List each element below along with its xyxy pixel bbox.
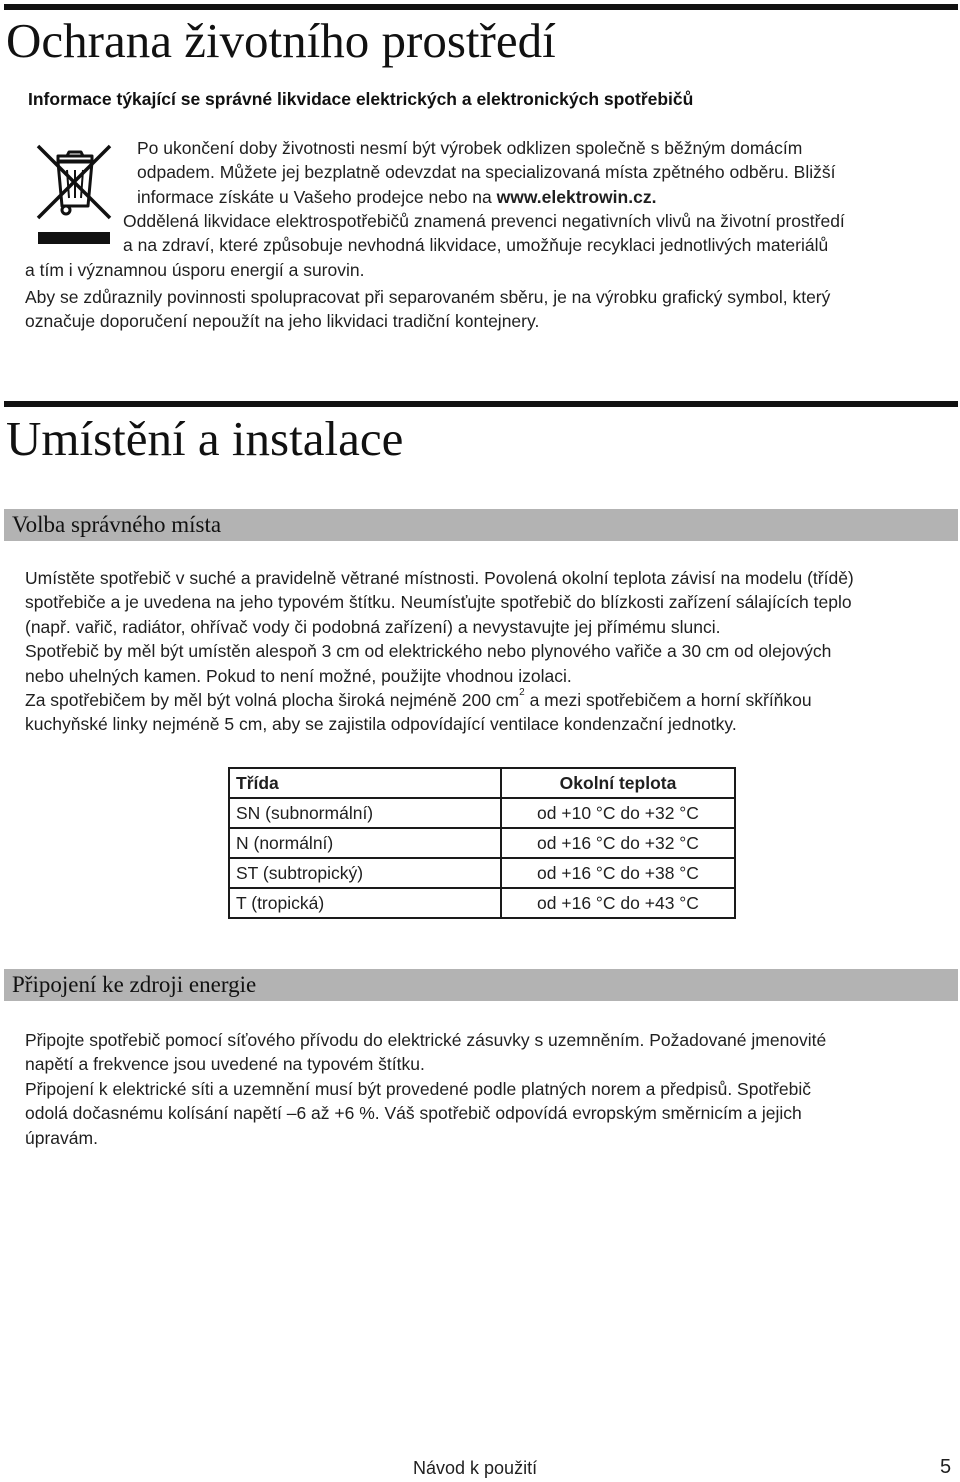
table-row: [229, 828, 735, 858]
location-text: Umístěte spotřebič v suché a pravidelně větrané místnosti. Povolená okolní teplota závisí na modelu (třídě) spotřebiče a je uvedena na jeho typovém štítku. Neumísťujte spotřebič do blízkosti zařízení sálajících teplo (např. vařič, radiátor, ohřívač vody či podobná zařízení) a nevystavujte jej přímému slunci. Spotřebič by měl být umístěn alespoň 3 cm od elektrického nebo plynového vařiče a 30 cm od olejových nebo uhelných kamen. Pokud to není možné, použijte vhodnou izolaci. Za spotřebičem by měl být volná plocha široká nejméně 200 $cm^2$ a mezi spotřebičem a horní skříňkou kuchyňské linky nejméně 5 cm, aby se zajistila odpovídající ventilace kondenzační jednotky.: [25, 568, 854, 735]
table-header-row: [229, 768, 735, 798]
table-cell-class: T (tropická): [229, 888, 501, 918]
subsection-bar-location: [4, 509, 958, 541]
disposal-paragraph-2: Oddělená likvidace elektrospotřebičů znamená prevenci negativních vlivů na životní prostředí a na zdraví, které způsobuje nevhodná likvidace, umožňuje recyklaci jednotlivých materiálů a tím i významnou úsporu energií a surovin.: [25, 211, 845, 280]
website-link[interactable]: www.elektrowin.cz.: [496, 186, 657, 207]
table-cell-class: ST (subtropický): [229, 858, 501, 888]
table-cell-class: SN (subnormální): [229, 798, 501, 828]
table-row: [229, 888, 735, 918]
subsection-bar-power: [4, 969, 958, 1001]
table-header-class: Třída: [229, 768, 501, 798]
subsection-title: Volba správného místa: [12, 512, 222, 537]
table-cell-temperature: od +10 °C do +32 °C: [501, 798, 735, 828]
table-cell-temperature: od +16 °C do +38 °C: [501, 858, 735, 888]
disposal-paragraph-1: Po ukončení doby životnosti nesmí být výrobek odklizen společně s běžným domácím odpadem. Můžete jej bezplatně odevzdat na specializovaná místa zpětného odběru. Bližší informace získáte u Vašeho prodejce nebo na www.elektrowin.cz.: [137, 138, 836, 207]
table-header-temperature: Okolní teplota: [501, 768, 735, 798]
table-cell-temperature: od +16 °C do +43 °C: [501, 888, 735, 918]
climate-class-table: [228, 767, 736, 919]
section-title: Umístění a instalace: [6, 411, 404, 466]
top-rule: [4, 4, 958, 10]
table-cell-temperature: od +16 °C do +32 °C: [501, 828, 735, 858]
section-rule: [4, 401, 958, 407]
table-cell-class: N (normální): [229, 828, 501, 858]
table-row: [229, 798, 735, 828]
subsection-title: Připojení ke zdroji energie: [12, 972, 257, 997]
power-text: Připojte spotřebič pomocí síťového přívodu do elektrické zásuvky s uzemněním. Požadované jmenovité napětí a frekvence jsou uvedené na typovém štítku. Připojení k elektrické síti a uzemnění musí být provedené podle platných norem a předpisů. Spotřebič odolá dočasnému kolísání napětí –6 až +6 %. Váš spotřebič odpovídá evropským směrnicím a jejich úpravám.: [25, 1030, 827, 1148]
table-row: [229, 858, 735, 888]
disposal-paragraph-3: Aby se zdůraznily povinnosti spolupracovat při separovaném sběru, je na výrobku grafický symbol, který označuje doporučení nepoužít na jeho likvidaci tradiční kontejnery.: [25, 287, 831, 332]
footer-label: Návod k použití: [413, 1458, 538, 1478]
crossed-out-wheelie-bin-icon: [36, 140, 112, 246]
page-title: Ochrana životního prostředí: [6, 13, 556, 68]
disposal-subheading: Informace týkající se správné likvidace elektrických a elektronických spotřebičů: [28, 89, 694, 109]
page-number: 5: [940, 1456, 952, 1478]
